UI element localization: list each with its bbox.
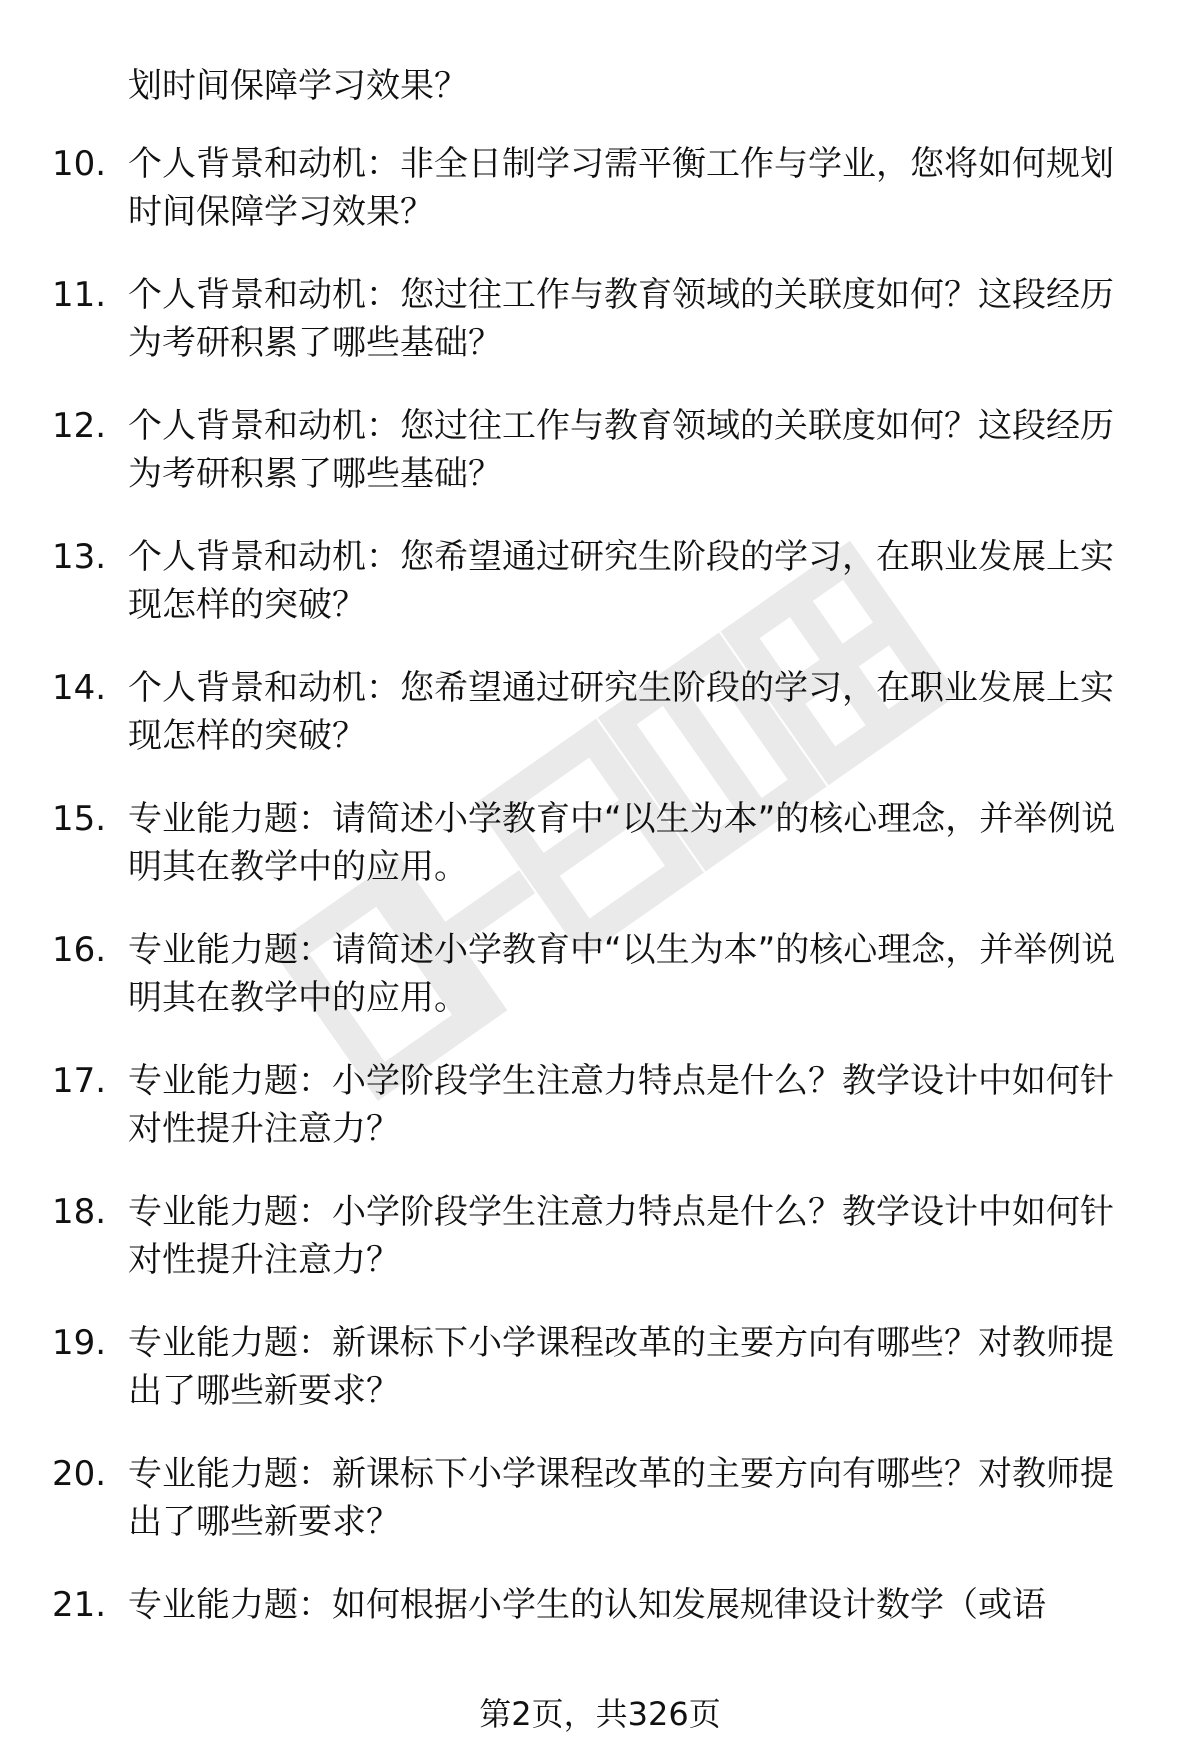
question-text: 专业能力题：新课标下小学课程改革的主要方向有哪些？对教师提出了哪些新要求？ [128, 1454, 1114, 1542]
question-text: 个人背景和动机：您过往工作与教育领域的关联度如何？这段经历为考研积累了哪些基础？ [128, 275, 1114, 363]
question-number: 10. [52, 144, 107, 184]
question-text: 专业能力题：如何根据小学生的认知发展规律设计数学（或语 [128, 1585, 1046, 1625]
question-item [0, 1057, 1200, 1188]
question-number: 15. [52, 799, 107, 839]
question-item [0, 926, 1200, 1057]
question-number: 13. [52, 537, 107, 577]
question-item [0, 1319, 1200, 1450]
question-item [0, 1450, 1200, 1581]
question-item [0, 140, 1200, 271]
question-item [0, 795, 1200, 926]
question-number: 20. [52, 1454, 107, 1494]
question-text: 专业能力题：请简述小学教育中“以生为本”的核心理念，并举例说明其在教学中的应用。 [128, 930, 1116, 1018]
question-text: 个人背景和动机：非全日制学习需平衡工作与学业，您将如何规划时间保障学习效果？ [128, 144, 1114, 232]
question-number: 14. [52, 668, 107, 708]
page-number-footer: 第2页，共326页 [479, 1695, 721, 1733]
question-text: 个人背景和动机：您希望通过研究生阶段的学习，在职业发展上实现怎样的突破？ [128, 537, 1114, 625]
question-item [0, 1188, 1200, 1319]
question-item [0, 664, 1200, 795]
question-number: 19. [52, 1323, 107, 1363]
question-number: 16. [52, 930, 107, 970]
question-item [0, 402, 1200, 533]
question-item [0, 533, 1200, 664]
question-text: 个人背景和动机：您希望通过研究生阶段的学习，在职业发展上实现怎样的突破？ [128, 668, 1114, 756]
question-number: 17. [52, 1061, 107, 1101]
question-text: 专业能力题：小学阶段学生注意力特点是什么？教学设计中如何针对性提升注意力？ [128, 1192, 1114, 1280]
question-text: 个人背景和动机：您过往工作与教育领域的关联度如何？这段经历为考研积累了哪些基础？ [128, 406, 1114, 494]
question-number: 18. [52, 1192, 107, 1232]
question-text: 专业能力题：请简述小学教育中“以生为本”的核心理念，并举例说明其在教学中的应用。 [128, 799, 1116, 887]
question-text: 专业能力题：小学阶段学生注意力特点是什么？教学设计中如何针对性提升注意力？ [128, 1061, 1114, 1149]
question-number: 12. [52, 406, 107, 446]
question-number: 11. [52, 275, 107, 315]
question-list [0, 140, 1200, 1712]
question-text: 专业能力题：新课标下小学课程改革的主要方向有哪些？对教师提出了哪些新要求？ [128, 1323, 1114, 1411]
continued-question-text: 划时间保障学习效果？ [128, 66, 468, 106]
question-number: 21. [52, 1585, 107, 1625]
question-item [0, 271, 1200, 402]
